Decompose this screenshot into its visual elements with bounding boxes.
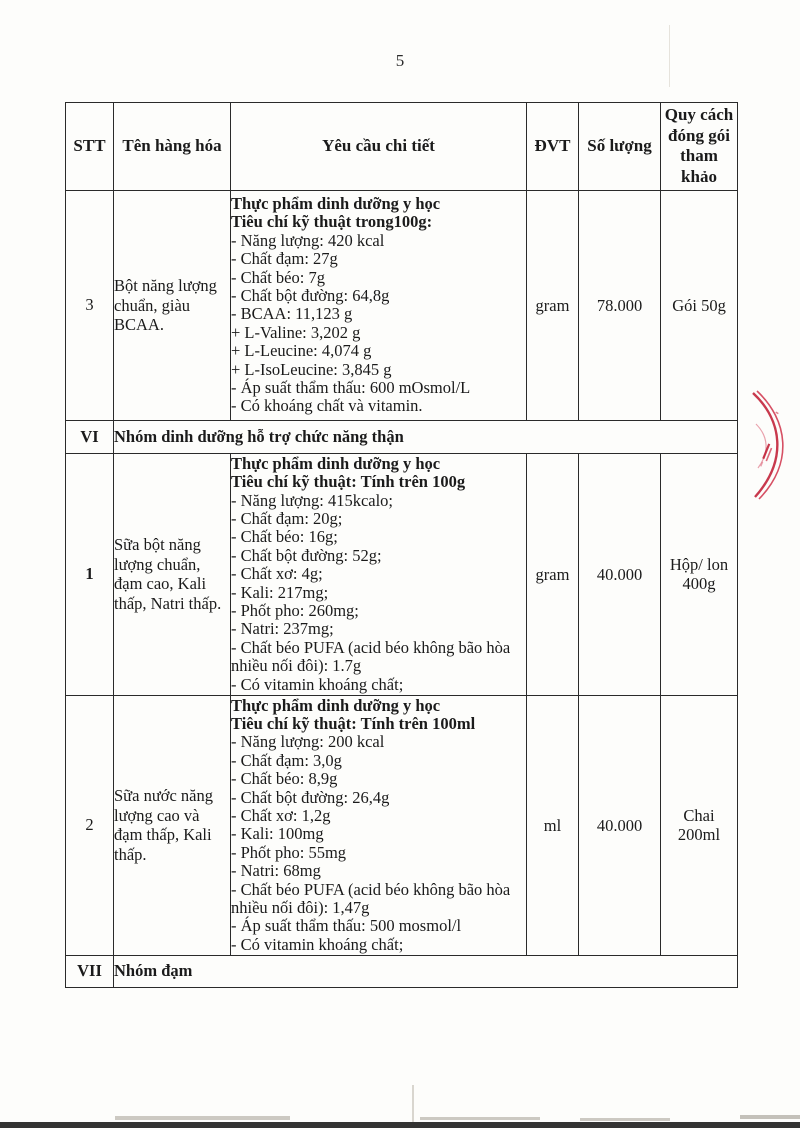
detail-line: - Chất bột đường: 52g; (231, 545, 382, 565)
header-dvt: ĐVT (527, 103, 579, 191)
detail-line: - Năng lượng: 200 kcal (231, 732, 385, 752)
header-stt: STT (66, 103, 114, 191)
detail-line: - Áp suất thẩm thấu: 600 mOsmol/L (231, 378, 471, 398)
detail-title-line: Thực phẩm dinh dưỡng y học (231, 194, 441, 213)
detail-title-line: Thực phẩm dinh dưỡng y học (231, 695, 441, 715)
scan-smudge (580, 1118, 670, 1121)
detail-line: - Năng lượng: 415kcalo; (231, 490, 394, 510)
table-header-row (66, 103, 738, 191)
section-row-vi (66, 420, 738, 453)
item-packaging: Gói 50g (661, 190, 738, 420)
detail-line: - Năng lượng: 420 kcal (231, 230, 385, 250)
item-name: Sữa bột năng lượng chuẩn, đạm cao, Kali thấp, Natri thấp. (114, 453, 231, 695)
detail-line: - Áp suất thẩm thấu: 500 mosmol/l (231, 916, 462, 936)
detail-line: - Chất xơ: 1,2g (231, 806, 331, 826)
scan-smudge (740, 1115, 800, 1119)
item-name: Bột năng lượng chuẩn, giàu BCAA. (114, 190, 231, 420)
scan-scratch (412, 1085, 414, 1123)
item-name: Sữa nước năng lượng cao và đạm thấp, Kali thấp. (114, 695, 231, 955)
detail-line: - Chất béo: 7g (231, 267, 325, 287)
header-quy-cach: Quy cách đóng gói tham khảo (661, 103, 738, 191)
red-stamp-edge-mark (746, 390, 800, 500)
table-row-item-2 (66, 695, 738, 955)
item-quantity: 40.000 (579, 695, 661, 955)
scan-edge-bar (0, 1122, 800, 1128)
detail-line: - Chất béo PUFA (acid béo không bão hòa nhiều nối đôi): 1.7g (231, 637, 511, 676)
detail-line: - Chất bột đường: 64,8g (231, 286, 390, 306)
detail-title-line: Tiêu chí kỹ thuật: Tính trên 100ml (231, 714, 476, 733)
item-stt: 2 (66, 695, 114, 955)
table-row-item-3 (66, 190, 738, 420)
detail-line: - Phốt pho: 260mg; (231, 601, 359, 621)
table-row-item-1 (66, 453, 738, 695)
item-quantity: 78.000 (579, 190, 661, 420)
detail-line: - Chất đạm: 20g; (231, 509, 343, 529)
detail-line: - BCAA: 11,123 g (231, 304, 353, 324)
scan-smudge (115, 1116, 290, 1120)
detail-line: - Có khoáng chất và vitamin. (231, 396, 423, 416)
item-details (231, 453, 527, 695)
section-title: Nhóm đạm (114, 955, 738, 987)
item-details (231, 695, 527, 955)
header-yeu-cau-chi-tiet: Yêu cầu chi tiết (231, 103, 527, 191)
scan-smudge (420, 1117, 540, 1120)
product-requirements-table (65, 102, 738, 988)
detail-line: + L-Valine: 3,202 g (231, 322, 361, 342)
section-numeral: VI (66, 420, 114, 453)
detail-line: + L-IsoLeucine: 3,845 g (231, 359, 392, 379)
detail-line: - Chất béo: 8,9g (231, 769, 338, 789)
detail-line: - Chất đạm: 27g (231, 249, 338, 269)
detail-title-line: Tiêu chí kỹ thuật trong100g: (231, 212, 433, 232)
item-unit: gram (527, 190, 579, 420)
item-quantity: 40.000 (579, 453, 661, 695)
section-title: Nhóm dinh dưỡng hỗ trợ chức năng thận (114, 420, 738, 453)
detail-line: - Kali: 217mg; (231, 582, 329, 602)
item-unit: gram (527, 453, 579, 695)
item-stt: 3 (66, 190, 114, 420)
detail-line: - Có vitamin khoáng chất; (231, 674, 404, 694)
detail-title-line: Tiêu chí kỹ thuật: Tính trên 100g (231, 472, 466, 492)
item-stt: 1 (66, 453, 114, 695)
detail-line: + L-Leucine: 4,074 g (231, 341, 372, 361)
detail-line: - Phốt pho: 55mg (231, 842, 347, 862)
item-packaging: Hộp/ lon 400g (661, 453, 738, 695)
detail-line: - Chất đạm: 3,0g (231, 750, 342, 770)
section-row-vii (66, 955, 738, 987)
page-number: 5 (395, 51, 405, 70)
detail-line: - Natri: 237mg; (231, 619, 334, 639)
scan-scratch (669, 25, 670, 87)
item-details (231, 190, 527, 420)
detail-line: - Chất xơ: 4g; (231, 564, 323, 584)
item-packaging: Chai 200ml (661, 695, 738, 955)
detail-title-line: Thực phẩm dinh dưỡng y học (231, 453, 441, 473)
detail-line: - Chất béo PUFA (acid béo không bão hòa nhiều nối đôi): 1,47g (231, 879, 511, 918)
header-ten-hang-hoa: Tên hàng hóa (114, 103, 231, 191)
item-unit: ml (527, 695, 579, 955)
header-so-luong: Số lượng (579, 103, 661, 191)
detail-line: - Có vitamin khoáng chất; (231, 934, 404, 954)
detail-line: - Natri: 68mg (231, 861, 321, 881)
detail-line: - Chất béo: 16g; (231, 527, 338, 547)
detail-line: - Chất bột đường: 26,4g (231, 787, 390, 807)
section-numeral: VII (66, 955, 114, 987)
detail-line: - Kali: 100mg (231, 824, 324, 844)
